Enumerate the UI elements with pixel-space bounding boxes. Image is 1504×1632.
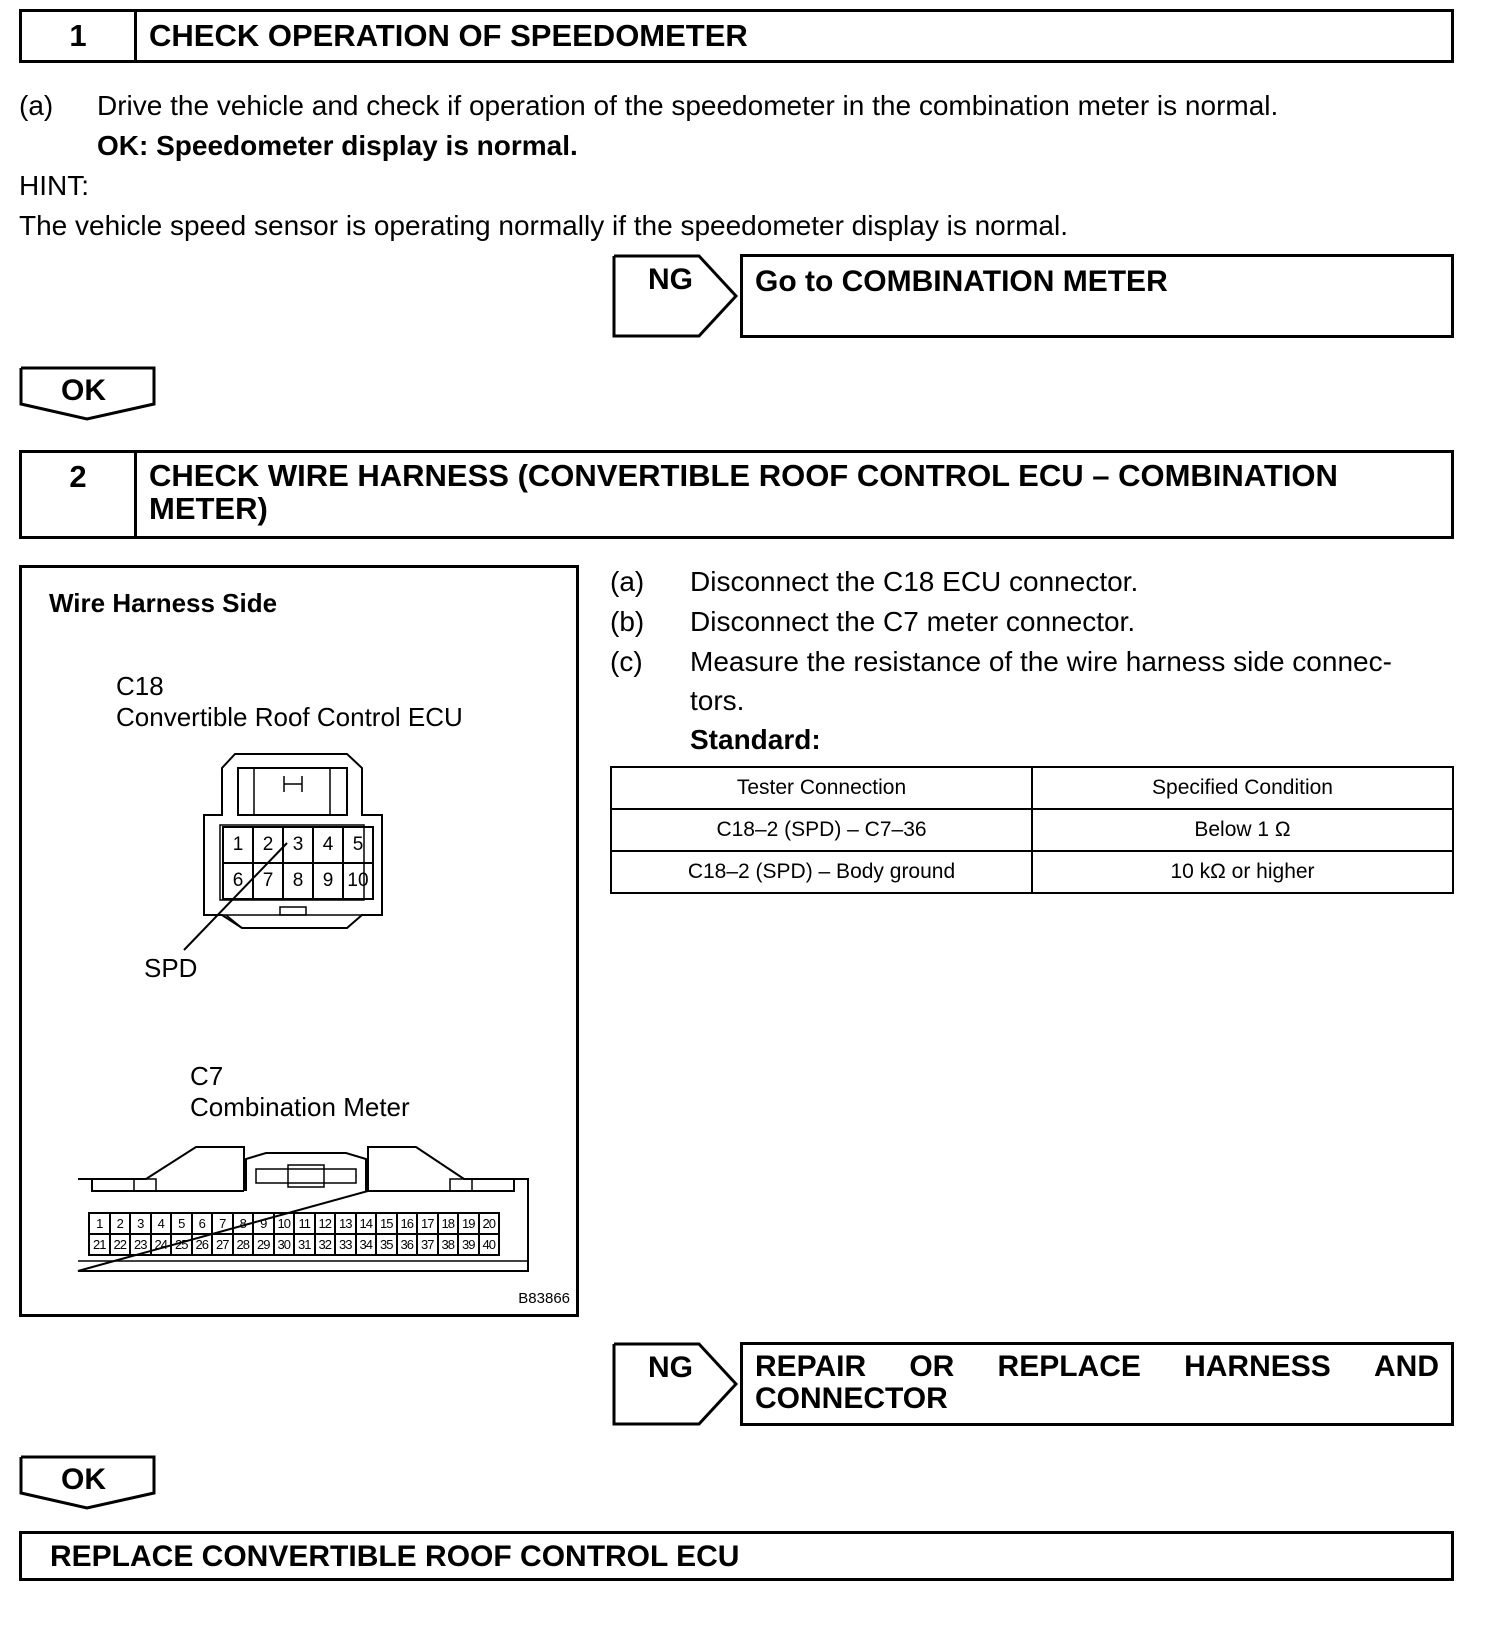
final-action-text: REPLACE CONVERTIBLE ROOF CONTROL ECU (50, 1540, 740, 1573)
step-2-item-b-text: Disconnect the C7 meter connector. (690, 606, 1136, 637)
step-2-item-c-continuation: tors. (690, 685, 745, 716)
c7-pin: 18 (438, 1213, 459, 1234)
c18-pin: 5 (343, 827, 373, 863)
step-2-item-b-marker: (b) (610, 606, 645, 637)
step-2-item-c-text: Measure the resistance of the wire harness side connec- (690, 646, 1392, 677)
step-1-ok-condition: OK: Speedometer display is normal. (97, 130, 578, 161)
step-2-item-c-marker: (c) (610, 646, 643, 677)
c7-pin: 24 (151, 1234, 172, 1255)
c7-pin: 32 (315, 1234, 336, 1255)
table-header: Tester Connection (611, 767, 1032, 809)
step-1-ng-action (740, 254, 1454, 338)
c7-pin: 39 (458, 1234, 479, 1255)
c7-pin: 13 (335, 1213, 356, 1234)
table-cell: C18–2 (SPD) – C7–36 (611, 809, 1032, 851)
step-1-ok-label: OK (61, 374, 106, 407)
resistance-spec-table (610, 766, 1454, 894)
c7-pin: 35 (376, 1234, 397, 1255)
c7-pin: 34 (356, 1234, 377, 1255)
c18-code: C18 (116, 671, 164, 701)
ng-action-word: AND (1374, 1350, 1439, 1383)
c7-pin: 6 (192, 1213, 213, 1234)
c18-name: Convertible Roof Control ECU (116, 702, 463, 732)
standard-label: Standard: (690, 724, 821, 755)
table-cell: Below 1 Ω (1032, 809, 1453, 851)
c18-pin: 8 (283, 863, 313, 899)
table-cell: C18–2 (SPD) – Body ground (611, 851, 1032, 893)
c7-pin: 7 (212, 1213, 233, 1234)
c7-pin: 1 (89, 1213, 110, 1234)
c18-pin: 2 (253, 827, 283, 863)
c7-pin: 33 (335, 1234, 356, 1255)
figure-id: B83866 (518, 1290, 570, 1307)
c7-pin: 3 (130, 1213, 151, 1234)
step-1-number: 1 (22, 12, 137, 60)
spd-label: SPD (144, 953, 198, 983)
step-2-item-a-marker: (a) (610, 566, 645, 597)
c7-pin: 14 (356, 1213, 377, 1234)
spd-leader-line (172, 838, 292, 958)
c7-pin: 27 (212, 1234, 233, 1255)
figure-heading: Wire Harness Side (49, 588, 278, 618)
c7-pin: 20 (479, 1213, 500, 1234)
c18-pin: 10 (343, 863, 373, 899)
table-header-row (611, 767, 1453, 809)
table-header: Specified Condition (1032, 767, 1453, 809)
c7-pin: 31 (294, 1234, 315, 1255)
c7-pin: 21 (89, 1234, 110, 1255)
step-1-ng-action-text: Go to COMBINATION METER (755, 265, 1168, 298)
table-row (611, 809, 1453, 851)
c7-pin: 5 (171, 1213, 192, 1234)
step-2-item-a-text: Disconnect the C18 ECU connector. (690, 566, 1139, 597)
c18-pin: 6 (223, 863, 253, 899)
step-1-header (19, 9, 1454, 63)
c18-pin: 4 (313, 827, 343, 863)
c7-pin: 2 (110, 1213, 131, 1234)
c18-pin: 7 (253, 863, 283, 899)
step-1-ng-label: NG (648, 263, 693, 296)
c7-pin: 16 (397, 1213, 418, 1234)
step-2-ng-label: NG (648, 1351, 693, 1384)
c7-name: Combination Meter (190, 1092, 410, 1122)
c7-pin: 17 (417, 1213, 438, 1234)
ng-action-word: REPAIR (755, 1350, 867, 1383)
step-1-title: CHECK OPERATION OF SPEEDOMETER (149, 18, 748, 53)
table-cell: 10 kΩ or higher (1032, 851, 1453, 893)
wire-harness-diagram (19, 565, 579, 1317)
step-1-hint-text: The vehicle speed sensor is operating normally if the speedometer display is normal. (19, 210, 1068, 241)
c7-pin: 29 (253, 1234, 274, 1255)
c7-pin: 22 (110, 1234, 131, 1255)
c7-pin: 37 (417, 1234, 438, 1255)
c7-code: C7 (190, 1061, 224, 1091)
c7-pin-grid (88, 1212, 500, 1256)
step-1-hint-label: HINT: (19, 170, 89, 201)
ng-action-word: HARNESS (1184, 1350, 1331, 1383)
c7-pin: 11 (294, 1213, 315, 1234)
c18-pin: 9 (313, 863, 343, 899)
step-2-header (19, 450, 1454, 539)
final-action-box (19, 1531, 1454, 1581)
step-2-number: 2 (22, 453, 137, 536)
step-2-title: CHECK WIRE HARNESS (CONVERTIBLE ROOF CONTROL ECU – COMBINATION METER) (149, 458, 1338, 526)
c18-pin: 1 (223, 827, 253, 863)
c18-pin: 3 (283, 827, 313, 863)
c7-pin: 28 (233, 1234, 254, 1255)
step-2-ok-label: OK (61, 1463, 106, 1496)
c7-pin: 25 (171, 1234, 192, 1255)
step-2-ng-action-line1 (755, 1351, 1439, 1383)
ng-action-word: OR (909, 1350, 955, 1383)
c7-pin: 8 (233, 1213, 254, 1234)
step-1-item-a-marker: (a) (19, 90, 54, 121)
c7-pin: 36 (397, 1234, 418, 1255)
table-row (611, 851, 1453, 893)
c7-pin: 10 (274, 1213, 295, 1234)
c7-pin: 4 (151, 1213, 172, 1234)
c7-pin: 9 (253, 1213, 274, 1234)
step-2-ng-action (740, 1342, 1454, 1426)
c7-pin: 40 (479, 1234, 500, 1255)
c7-pin: 19 (458, 1213, 479, 1234)
ng-action-word: REPLACE (997, 1350, 1141, 1383)
c7-pin: 23 (130, 1234, 151, 1255)
step-1-item-a-text: Drive the vehicle and check if operation of the speedometer in the combination meter is normal. (97, 90, 1279, 121)
c7-pin: 38 (438, 1234, 459, 1255)
c7-pin: 26 (192, 1234, 213, 1255)
c7-pin: 15 (376, 1213, 397, 1234)
c7-pin: 30 (274, 1234, 295, 1255)
c7-pin: 12 (315, 1213, 336, 1234)
step-2-ng-action-line2: CONNECTOR (755, 1382, 948, 1415)
